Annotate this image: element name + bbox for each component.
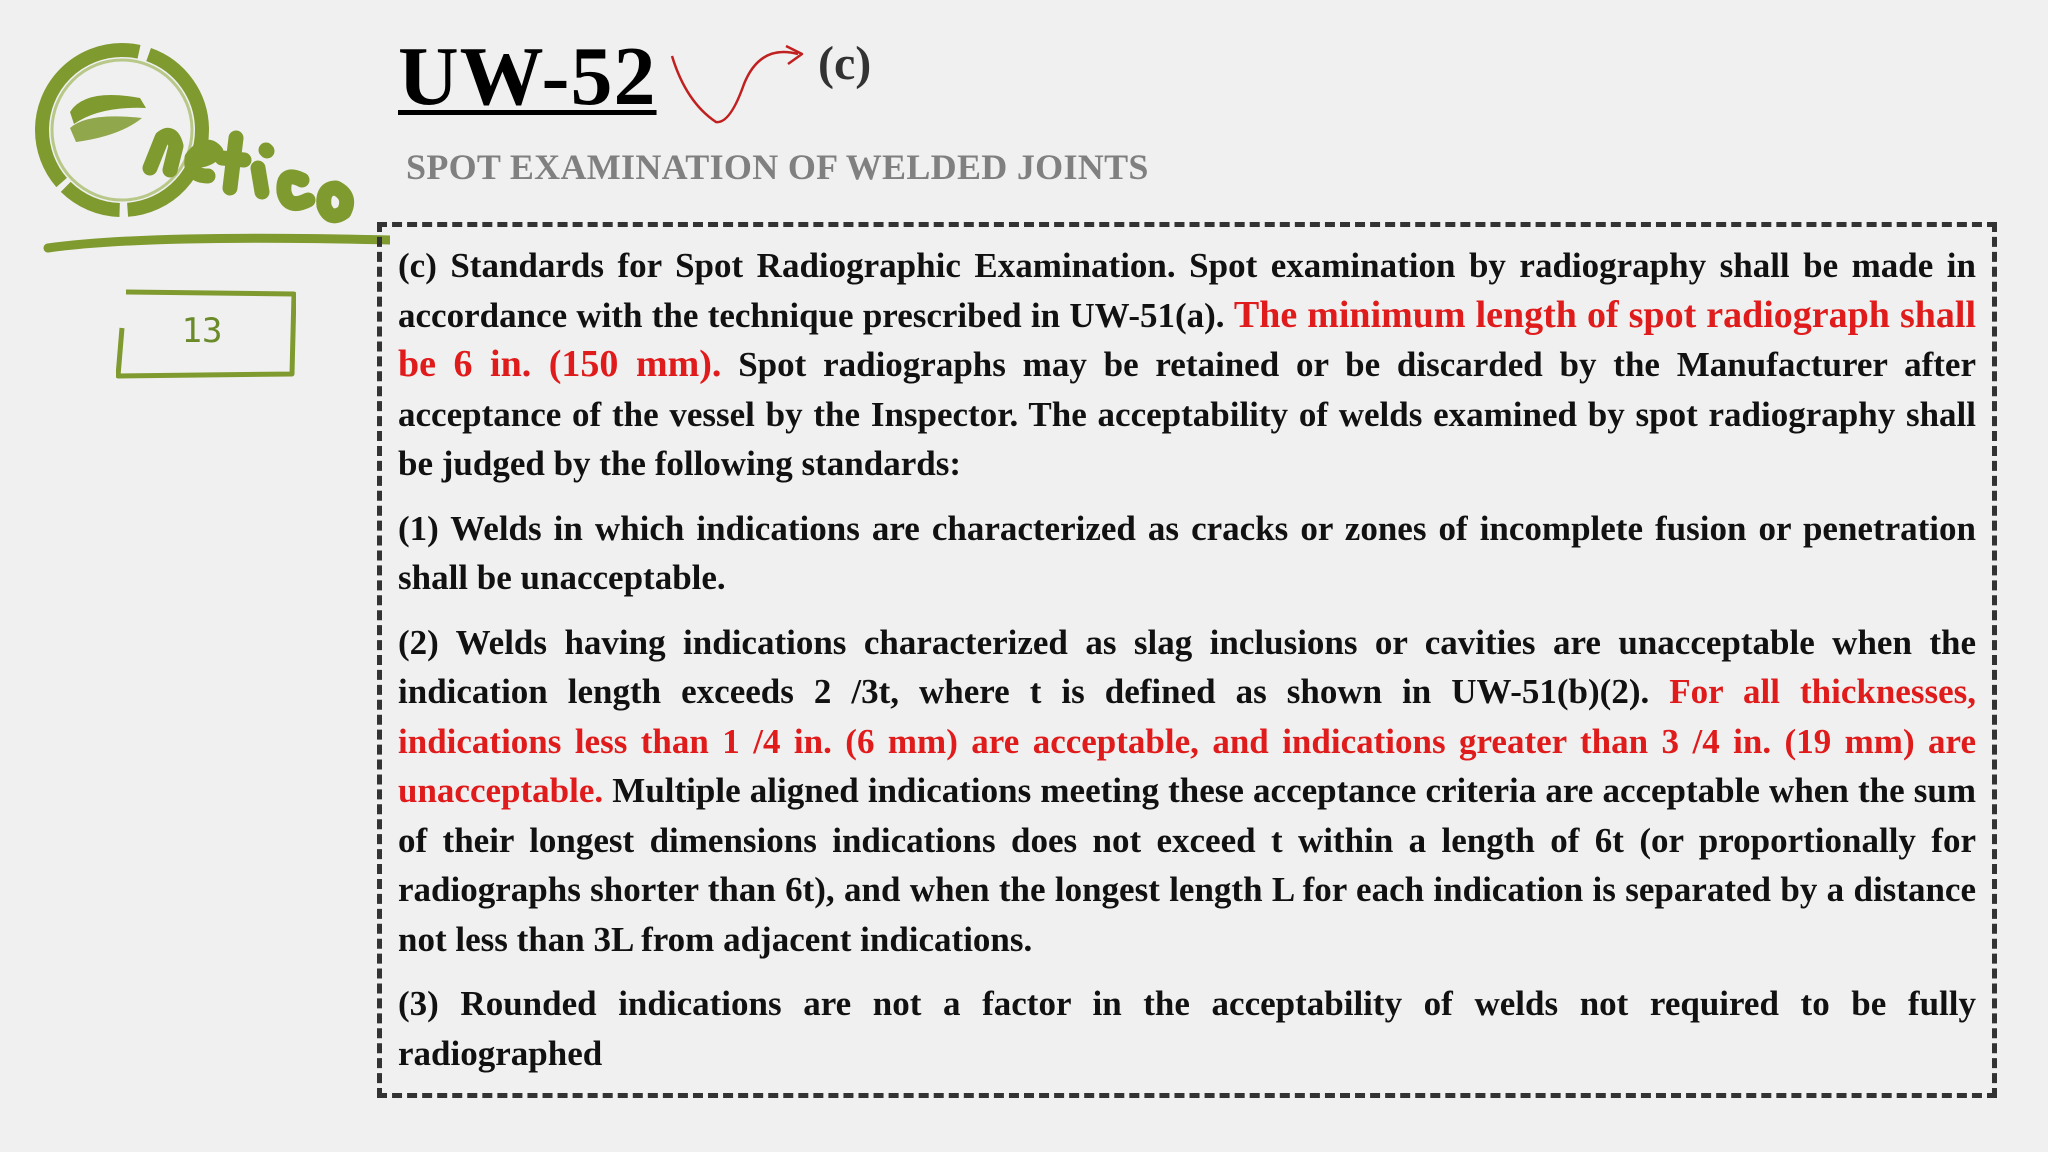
company-logo xyxy=(30,20,390,280)
text-item-2-intro: (2) Welds having indications characterized as slag inclusions or cavities are unacceptable when the indication length exceeds 2 /3t, where t is defined as shown in UW-51(b)(2). xyxy=(398,622,1976,711)
text-standards-intro: (c) Standards for Spot Radiographic Examination. Spot examination by radiography shall be made in accordance with the technique prescribed in UW-51(a). xyxy=(398,246,1976,335)
highlight-min-length: The minimum length of spot radiograph shall be 6 in. (150 mm). xyxy=(398,293,1977,385)
paragraph-item-3: (3) Rounded indications are not a factor in the acceptability of welds not required to be fully radiographed xyxy=(398,984,1976,1073)
paragraph-standards xyxy=(398,241,1976,489)
content-box xyxy=(377,222,1997,1098)
page-number: 13 xyxy=(181,311,223,351)
leaf-circle-icon xyxy=(30,20,390,280)
text-standards-rest: Spot radiographs may be retained or be discarded by the Manufacturer after acceptance of the vessel by the Inspector. The acceptability of welds examined by spot radiography shall be judged by the following standards: xyxy=(398,345,1976,483)
paragraph-item-1: (1) Welds in which indications are characterized as cracks or zones of incomplete fusion or penetration shall be unacceptable. xyxy=(398,508,1976,597)
page-subtitle: SPOT EXAMINATION OF WELDED JOINTS xyxy=(406,147,1149,187)
page-title: UW-52 xyxy=(398,30,657,123)
paragraph-item-2 xyxy=(398,618,1976,965)
subsection-label: (c) xyxy=(818,37,872,90)
page-number-box xyxy=(116,288,296,380)
highlight-thickness: For all thicknesses, indications less than 1 /4 in. (6 mm) are acceptable, and indications greater than 3 /4 in. (19 mm) are unacceptable. xyxy=(398,672,1976,810)
curved-arrow-icon xyxy=(668,44,808,134)
text-item-2-rest: Multiple aligned indications meeting these acceptance criteria are acceptable when the sum of their longest dimensions indications does not exceed t within a length of 6t (or proportionally for radiographs shorter than 6t), and when the longest length L for each indication is separated by a distance not less than 3L from adjacent indications. xyxy=(398,771,1976,959)
